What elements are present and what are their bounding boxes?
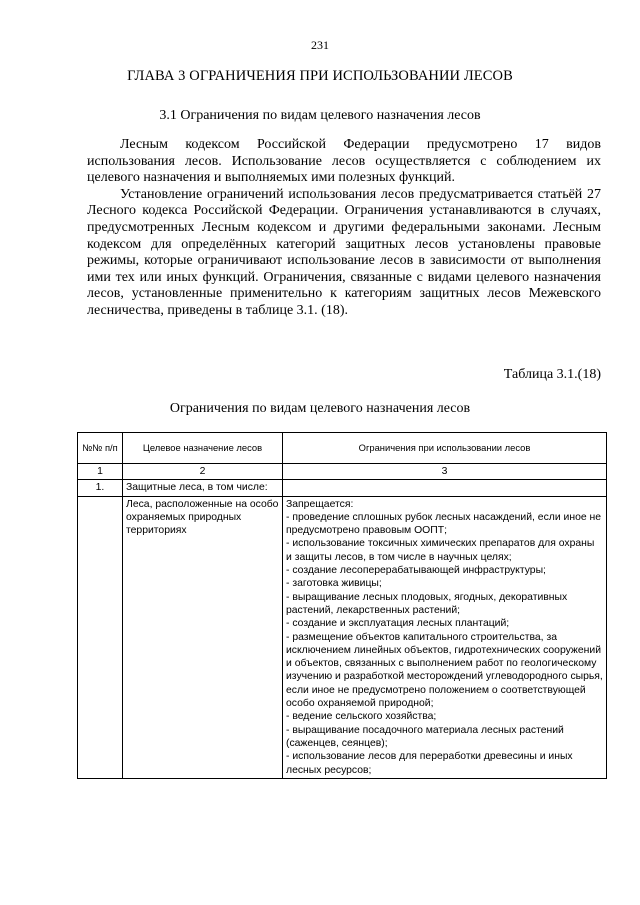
table-row <box>78 480 607 496</box>
table-header-row <box>78 433 607 464</box>
restriction-intro: Запрещается: <box>286 498 354 510</box>
restriction-item: - использование токсичных химических препаратов для охраны и защиты лесов, в том числе в научных целях; <box>286 538 595 563</box>
restriction-item: - проведение сплошных рубок лесных насаждений, если иное не предусмотрено правовым ООПТ; <box>286 511 602 537</box>
paragraph: Установление ограничений использования лесов предусматривается статьёй 27 Лесного кодекса Российской Федерации. Ограничения устанавливаются в случаях, предусмотренных Лесным кодексом и другими федеральными законами. Лесным кодексом для определённых категорий защитных лесов установлены правовые режимы, которые ограничивают использование лесов в зависимости от выполнения ими тех или иных функций. Ограничения, связанные с видами целевого назначения лесов, установленные применительно к категориям защитных лесов Межевского лесничества, приведены в таблице 3.1. (18). <box>87 186 601 318</box>
restriction-cell <box>283 496 607 778</box>
table-title: Ограничения по видам целевого назначения лесов <box>169 401 471 416</box>
column-number-cell: 3 <box>283 464 607 480</box>
row-number-cell: 1. <box>78 480 123 496</box>
column-number-row <box>78 464 607 480</box>
restriction-cell <box>283 480 607 496</box>
paragraph: Лесным кодексом Российской Федерации предусмотрено 17 видов использования лесов. Использование лесов осуществляется с соблюдением их целевого назначения и выполняемых ими полезных функций. <box>87 137 601 186</box>
restriction-item: - ведение сельского хозяйства; <box>286 711 437 723</box>
header-cell-number: №№ п/п <box>78 433 123 464</box>
chapter-title: ГЛАВА 3 ОГРАНИЧЕНИЯ ПРИ ИСПОЛЬЗОВАНИИ ЛЕСОВ <box>127 68 513 84</box>
purpose-cell: Защитные леса, в том числе: <box>123 480 283 496</box>
column-number-cell: 2 <box>123 464 283 480</box>
restriction-item: - использование лесов для переработки древесины и иных лесных ресурсов; <box>286 751 573 776</box>
restriction-item: - заготовка живицы; <box>286 578 382 590</box>
header-cell-restrictions: Ограничения при использовании лесов <box>283 433 607 464</box>
restriction-list <box>286 511 603 777</box>
column-number-cell: 1 <box>78 464 123 480</box>
table-label: Таблица 3.1.(18) <box>503 367 601 382</box>
purpose-cell: Леса, расположенные на особо охраняемых природных территориях <box>123 496 283 778</box>
body-text <box>87 137 601 320</box>
restriction-item: - выращивание лесных плодовых, ягодных, декоративных растений, лекарственных растений; <box>286 591 568 616</box>
table-row <box>78 496 607 778</box>
row-number-cell <box>78 496 123 778</box>
restriction-item: - выращивание посадочного материала лесных растений (саженцев, сеянцев); <box>286 724 564 749</box>
header-cell-purpose: Целевое назначение лесов <box>123 433 283 464</box>
page-number: 231 <box>311 38 329 52</box>
section-title: 3.1 Ограничения по видам целевого назначения лесов <box>159 108 481 123</box>
restrictions-table <box>77 432 607 779</box>
restriction-item: - размещение объектов капитального строительства, за исключением линейных объектов, гидротехнических сооружений и объектов, связанных с выполнением работ по геологическому изучению и разработкой месторождений углеводородного сырья, если иное не предусмотрено положением о соответствующей особо охраняемой природной; <box>286 631 603 710</box>
restriction-item: - создание и эксплуатация лесных плантаций; <box>286 618 510 630</box>
restriction-item: - создание лесоперерабатывающей инфраструктуры; <box>286 565 546 577</box>
